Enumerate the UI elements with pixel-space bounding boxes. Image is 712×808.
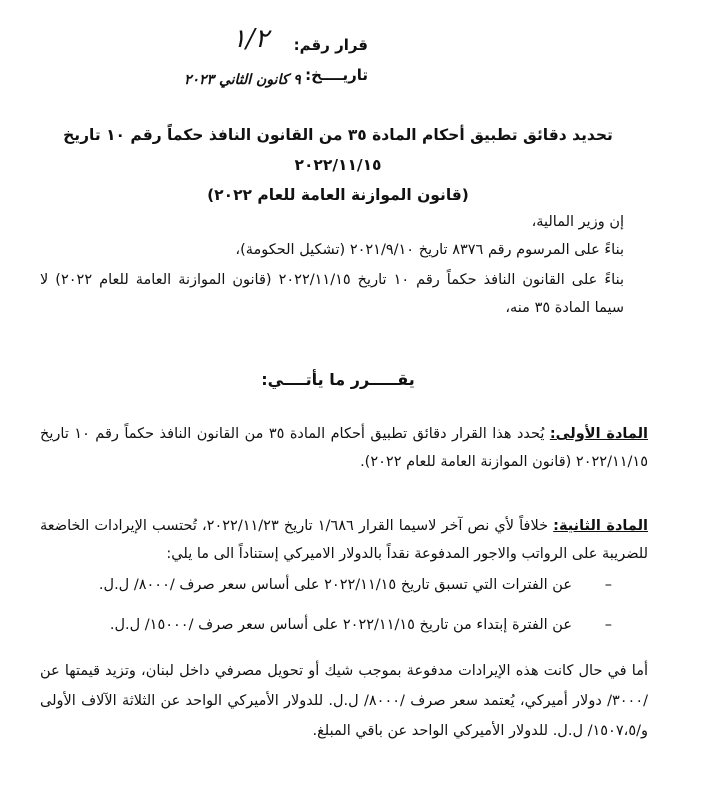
article-1-label: المادة الأولى: [549,426,648,442]
article-2-bullets [40,570,612,640]
article-2-text: خلافاً لأي نص آخر لاسيما القرار ١/٦٨٦ تاريخ ٢٠٢٢/١١/٢٣، تُحتسب الإيرادات الخاضعة للضريبة على الرواتب والاجور المدفوعة نقداً بالدولار الاميركي إستناداً الى ما يلي: [40,518,648,562]
bullet-text: عن الفترة إبتداء من تاريخ ٢٠٢٢/١١/١٥ على أساس سعر صرف /١٥٠٠٠/ ل.ل. [109,617,572,633]
title-line-1: تحديد دقائق تطبيق أحكام المادة ٣٥ من القانون النافذ حكماً رقم ١٠ تاريخ ٢٠٢٢/١١/١٥ [63,126,613,174]
article-2-label: المادة الثانية: [553,518,648,534]
document-title [40,120,636,210]
list-item [40,610,612,640]
decides-heading: يقـــــرر ما يأتــــي: [261,370,415,389]
list-item [40,570,612,600]
article-2 [40,512,648,568]
article-1-text: يُحدد هذا القرار دقائق تطبيق أحكام المادة ٣٥ من القانون النافذ حكماً رقم ١٠ تاريخ ٢٠٢٢/١١/١٥ (قانون الموازنة العامة للعام ٢٠٢٢). [40,426,648,470]
decision-number-handwritten: ١/٢ [232,24,269,54]
date-label: تاريــــخ: [305,66,368,84]
basis-decree: بناءً على المرسوم رقم ٨٣٧٦ تاريخ ٢٠٢١/٩/١٠ (تشكيل الحكومة)، [235,242,624,258]
minister-line: إن وزير المالية، [531,214,624,230]
article-1 [40,420,648,476]
bullet-dash: – [604,577,612,593]
article-2-closing: أما في حال كانت هذه الإيرادات مدفوعة بموجب شيك أو تحويل مصرفي داخل لبنان، وتزيد قيمتها عن /٣٠٠٠/ دولار أميركي، يُعتمد سعر صرف /٨٠٠٠/ ل.ل. للدولار الأميركي الواحد عن الثلاثة الآلاف الأولى و/١٥٠٧،٥/ ل.ل. للدولار الأميركي الواحد عن باقي المبلغ. [40,663,648,739]
bullet-dash: – [604,617,612,633]
basis-law: بناءً على القانون النافذ حكماً رقم ١٠ تاريخ ٢٠٢٢/١١/١٥ (قانون الموازنة العامة للعام ٢٠٢٢) لا سيما المادة ٣٥ منه، [40,272,624,316]
bullet-text: عن الفترات التي تسبق تاريخ ٢٠٢٢/١١/١٥ على أساس سعر صرف /٨٠٠٠/ ل.ل. [98,577,572,593]
decision-number-label: قرار رقم: [293,36,368,54]
date-stamp: ٩ كانون الثاني ٢٠٢٣ [184,72,301,88]
title-line-2: (قانون الموازنة العامة للعام ٢٠٢٢) [207,186,469,204]
